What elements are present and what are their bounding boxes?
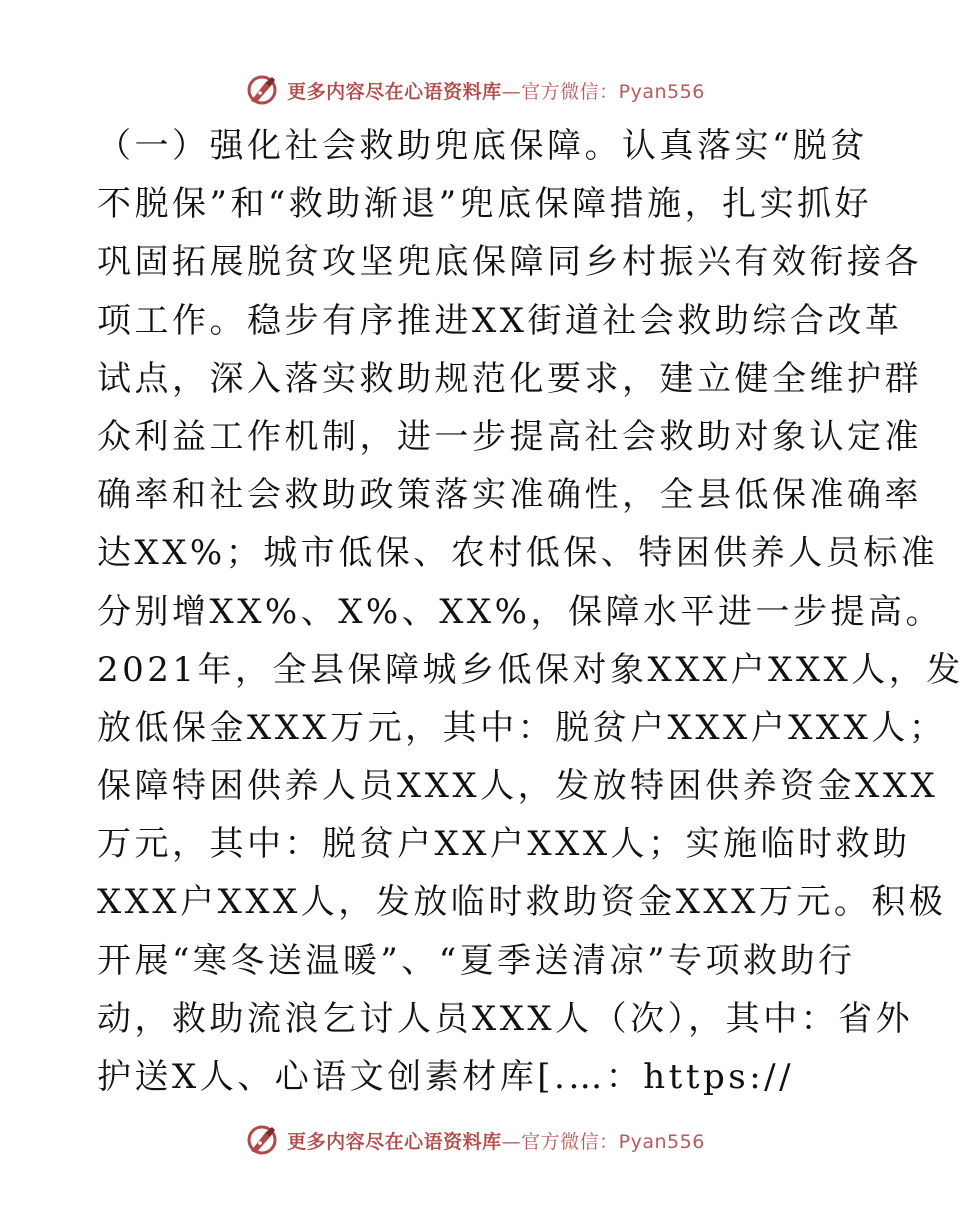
body-line: 达XX%；城市低保、农村低保、特困供养人员标准 [97, 533, 939, 574]
body-line: 分别增XX%、X%、XX%，保障水平进一步提高。 [97, 591, 943, 632]
body-line: 动，救助流浪乞讨人员XXX人（次），其中：省外 [97, 998, 914, 1039]
banner-separator: — [501, 1130, 522, 1153]
banner-wechat-text: 官方微信：Pyan556 [521, 80, 705, 103]
pen-nib-logo-icon [245, 1123, 279, 1157]
banner-text [287, 77, 705, 104]
body-line: 试点，深入落实救助规范化要求，建立健全维护群 [97, 358, 922, 399]
body-line: 众利益工作机制，进一步提高社会救助对象认定准 [97, 416, 922, 457]
body-line: 项工作。稳步有序推进XX街道社会救助综合改革 [97, 300, 903, 341]
body-line: 确率和社会救助政策落实准确性，全县低保准确率 [97, 475, 922, 516]
body-line: XXX户XXX人，发放临时救助资金XXX万元。积极 [97, 882, 947, 923]
body-line: （一）强化社会救助兜底保障。认真落实“脱贫 [97, 126, 868, 166]
footer-banner [0, 1120, 950, 1160]
body-line: 巩固拓展脱贫攻坚兜底保障同乡村振兴有效衔接各 [97, 242, 922, 283]
body-line: 保障特困供养人员XXX人，发放特困供养资金XXX [97, 766, 939, 807]
body-line: 开展“寒冬送温暖”、“夏季送清凉”专项救助行 [97, 940, 856, 981]
banner-wechat-text: 官方微信：Pyan556 [521, 1130, 705, 1153]
body-line: 2021年，全县保障城乡低保对象XXX户XXX人，发 [97, 649, 964, 690]
pen-nib-logo-icon [245, 73, 279, 107]
header-banner [0, 70, 950, 110]
banner-main-text: 更多内容尽在心语资料库 [287, 80, 502, 103]
banner-main-text: 更多内容尽在心语资料库 [287, 1130, 502, 1153]
banner-separator: — [501, 80, 522, 103]
body-line: 护送X人、心语文创素材库[.…：https:// [97, 1057, 795, 1097]
body-line: 万元，其中：脱贫户XX户XXX人；实施临时救助 [97, 824, 911, 865]
document-body [97, 117, 964, 1106]
body-line: 不脱保”和“救助渐退”兜底保障措施，扎实抓好 [97, 184, 873, 225]
banner-text [287, 1127, 705, 1154]
body-line: 放低保金XXX万元，其中：脱贫户XXX户XXX人； [97, 707, 947, 748]
